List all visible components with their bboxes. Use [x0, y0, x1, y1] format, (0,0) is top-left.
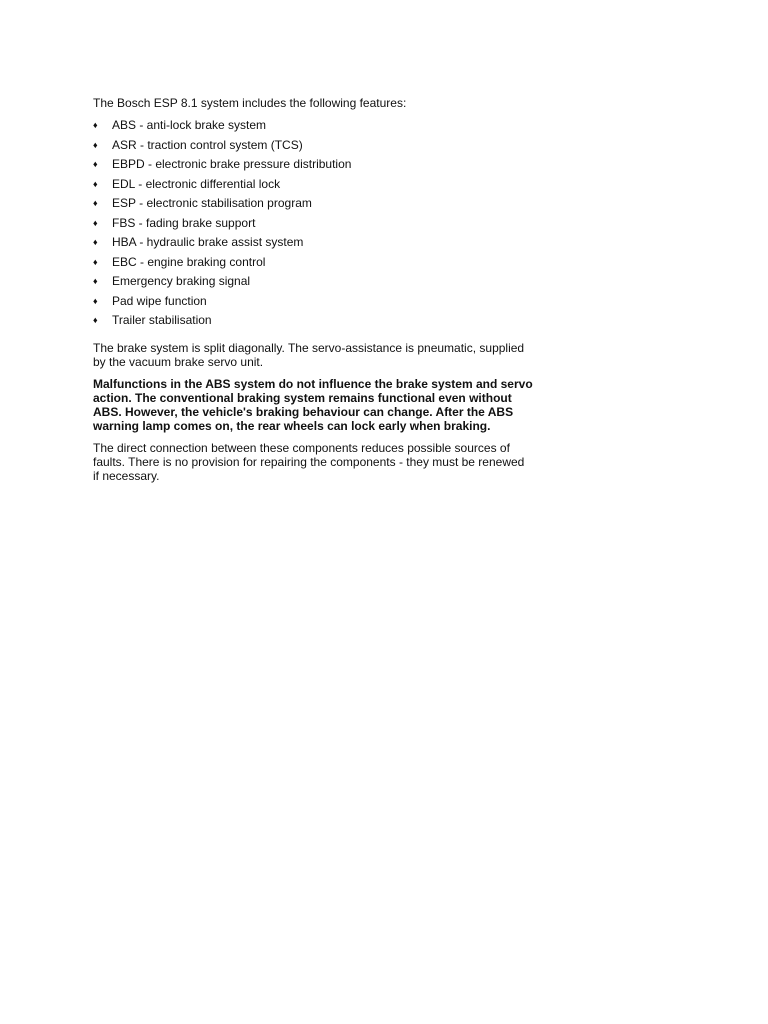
list-item	[93, 118, 533, 138]
diamond-bullet-icon: ♦	[93, 178, 98, 189]
intro-text: The Bosch ESP 8.1 system includes the following features:	[93, 96, 407, 110]
feature-label: FBS - fading brake support	[112, 215, 256, 230]
feature-label: ABS - anti-lock brake system	[112, 118, 267, 132]
diamond-bullet-icon: ♦	[93, 217, 98, 228]
list-item	[93, 157, 533, 177]
feature-label: EDL - electronic differential lock	[112, 176, 281, 191]
feature-label: EBC - engine braking control	[112, 254, 266, 269]
diamond-bullet-icon: ♦	[93, 237, 98, 247]
diamond-bullet-icon: ♦	[93, 198, 98, 208]
list-item	[93, 138, 533, 158]
feature-label: Emergency braking signal	[112, 274, 251, 288]
feature-label: HBA - hydraulic brake assist system	[112, 235, 304, 249]
list-item	[93, 274, 533, 294]
list-item	[93, 177, 533, 197]
diamond-bullet-icon: ♦	[93, 295, 98, 306]
feature-label: Trailer stabilisation	[112, 313, 212, 327]
list-item	[93, 216, 533, 236]
feature-label: EBPD - electronic brake pressure distribution	[112, 157, 352, 171]
feature-label: ASR - traction control system (TCS)	[112, 137, 303, 152]
brake-split-paragraph: The brake system is split diagonally. The servo-assistance is pneumatic, supplied by the vacuum brake servo unit.	[93, 340, 525, 369]
feature-label: Pad wipe function	[112, 293, 207, 308]
diamond-bullet-icon: ♦	[93, 315, 98, 325]
diamond-bullet-icon: ♦	[93, 120, 98, 130]
list-item	[93, 235, 533, 255]
diamond-bullet-icon: ♦	[93, 139, 98, 150]
diamond-bullet-icon: ♦	[93, 276, 98, 286]
feature-list	[93, 118, 533, 333]
diamond-bullet-icon: ♦	[93, 256, 98, 267]
list-item	[93, 294, 533, 314]
list-item	[93, 255, 533, 275]
malfunction-warning-paragraph: Malfunctions in the ABS system do not influence the brake system and servo action. The conventional braking system remains functional even without ABS. However, the vehicle's braking behaviour can change. After the ABS warning lamp comes on, the rear wheels can lock early when braking.	[93, 376, 533, 433]
list-item	[93, 196, 533, 216]
list-item	[93, 313, 533, 333]
feature-label: ESP - electronic stabilisation program	[112, 196, 312, 210]
diamond-bullet-icon: ♦	[93, 159, 98, 169]
document-body	[93, 96, 533, 491]
component-connection-paragraph: The direct connection between these components reduces possible sources of faults. There is no provision for repairing the components - they must be renewed if necessary.	[93, 440, 525, 483]
